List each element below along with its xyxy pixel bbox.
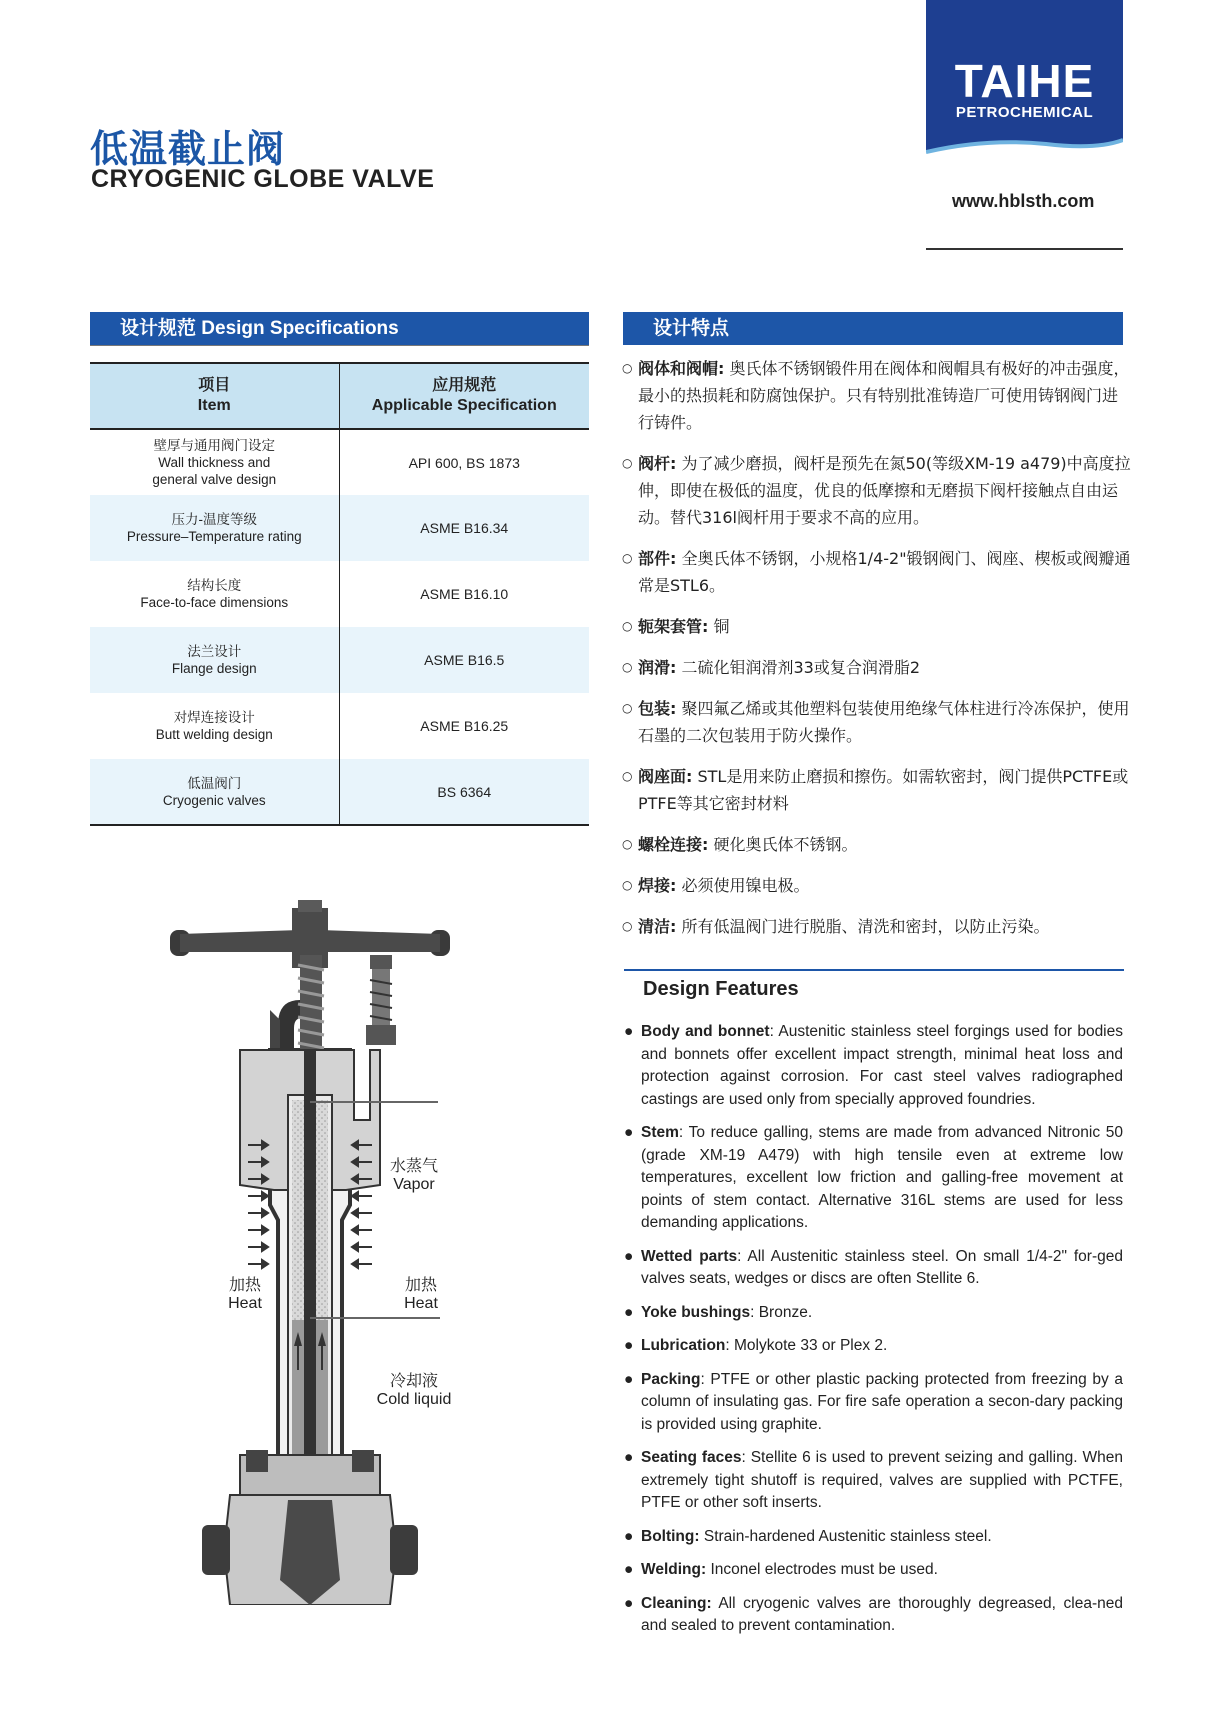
feature-text: STL是用来防止磨损和擦伤。如需软密封，阀门提供PCTFE或PTFE等其它密封材料	[638, 767, 1129, 813]
feature-text: : Bronze.	[750, 1303, 813, 1321]
feature-label: 焊接:	[638, 876, 677, 895]
feature-label: Lubrication	[641, 1337, 726, 1354]
feature-text: All cryogenic valves are thoroughly degreased, clea-ned and sealed to prevent contamination.	[641, 1594, 1123, 1634]
heat-left-label	[224, 1277, 266, 1313]
vapor-label-cn: 水蒸气	[389, 1158, 438, 1175]
feature-text: : PTFE or other plastic packing protected from freezing by a column of insulating gas. For fire safe operation a secon-dary packing is provided using graphite.	[641, 1370, 1123, 1433]
item-en: Flange design	[171, 661, 257, 676]
col-spec-en: Applicable Specification	[371, 397, 557, 414]
list-item	[622, 913, 1132, 940]
list-item	[623, 1246, 1123, 1291]
list-item	[623, 1302, 1123, 1325]
spec-cell: ASME B16.25	[420, 718, 509, 734]
bullet-icon: ●	[624, 1594, 634, 1612]
table-row	[90, 561, 589, 627]
item-en: Pressure–Temperature rating	[126, 529, 302, 544]
feature-label: Welding:	[641, 1561, 707, 1578]
table-row	[90, 627, 589, 693]
list-item	[623, 1526, 1123, 1549]
feature-text: : Austenitic stainless steel forgings used for bodies and bonnets offer excellent impact strength, minimal heat loss and protection against corrosion. For cast steel valves radiographed castings are used only from specially approved foundries.	[641, 1023, 1124, 1108]
page-title-cn: 低温截止阀	[90, 127, 286, 171]
heat-right-en: Heat	[404, 1295, 438, 1312]
list-item	[622, 695, 1132, 749]
logo-subtitle: PETROCHEMICAL	[955, 104, 1094, 121]
spec-table-header	[90, 363, 589, 429]
list-item	[622, 831, 1132, 858]
item-en: Face-to-face dimensions	[140, 595, 289, 610]
bullet-icon: ●	[624, 1449, 634, 1466]
item-cell	[90, 495, 339, 561]
feature-label: Wetted parts	[641, 1247, 738, 1265]
table-row	[90, 429, 589, 495]
spec-cell: BS 6364	[437, 783, 492, 800]
feature-text: 铜	[708, 617, 730, 636]
features-cn-list	[622, 355, 1132, 954]
specs-section-underline	[90, 345, 589, 346]
feature-label: 润滑:	[638, 658, 677, 677]
feature-label: 部件:	[638, 549, 677, 568]
bullet-icon: ●	[624, 1337, 634, 1354]
list-item	[623, 1559, 1123, 1582]
list-item	[622, 763, 1132, 817]
list-item	[622, 613, 1132, 640]
valve-cross-section-diagram	[170, 900, 470, 1605]
list-item	[622, 545, 1132, 599]
feature-text: 奥氏体不锈钢锻件用在阀体和阀帽具有极好的冲击强度，最小的热损耗和防腐蚀保护。只有特别批准铸造厂可使用铸钢阀门进行铸件。	[638, 359, 1130, 432]
features-en-list	[623, 1021, 1123, 1649]
feature-label: Bolting:	[641, 1527, 700, 1545]
bullet-icon: ○	[622, 619, 633, 633]
feature-label: Body and bonnet	[641, 1023, 770, 1040]
bullet-icon: ○	[622, 701, 633, 715]
bullet-icon: ●	[624, 1023, 634, 1040]
bullet-icon: ●	[624, 1124, 634, 1141]
cold-liquid-en: Cold liquid	[376, 1391, 452, 1408]
cold-liquid-cn: 冷却液	[389, 1373, 438, 1390]
valve-body-icon	[202, 1450, 418, 1605]
item-cn: 对焊连接设计	[173, 710, 255, 725]
table-row	[90, 495, 589, 561]
list-item	[623, 1593, 1123, 1638]
spec-cell: ASME B16.10	[420, 586, 509, 602]
bullet-icon: ○	[622, 456, 633, 470]
feature-text: 全奥氏体不锈钢，小规格1/4-2"锻钢阀门、阀座、楔板或阀瓣通常是STL6。	[638, 549, 1131, 595]
bullet-icon: ○	[622, 361, 633, 375]
features-divider	[624, 969, 1124, 971]
website-link[interactable]: www.hblsth.com	[952, 191, 1095, 211]
bullet-icon: ●	[624, 1370, 634, 1388]
feature-text: : Molykote 33 or Plex 2.	[725, 1337, 888, 1354]
feature-text: Inconel electrodes must be used.	[706, 1561, 938, 1578]
item-en-line2: general valve design	[152, 472, 277, 487]
item-cell	[90, 627, 339, 693]
feature-label: Seating faces	[641, 1449, 742, 1466]
spec-cell: API 600, BS 1873	[408, 454, 520, 471]
feature-text: 所有低温阀门进行脱脂、清洗和密封，以防止污染。	[676, 917, 1050, 936]
bolt-icon	[366, 955, 396, 1045]
item-en: Cryogenic valves	[162, 792, 266, 808]
list-item	[623, 1122, 1123, 1235]
table-row	[90, 759, 589, 825]
bullet-icon: ●	[624, 1527, 634, 1545]
spec-cell: ASME B16.5	[424, 652, 505, 668]
bullet-icon: ●	[624, 1303, 634, 1321]
feature-label: Yoke bushings	[641, 1303, 751, 1321]
list-item	[623, 1021, 1123, 1111]
list-item	[623, 1369, 1123, 1437]
item-cell	[90, 561, 339, 627]
item-cell	[90, 429, 339, 495]
specs-section-title: 设计规范 Design Specifications	[90, 312, 589, 345]
feature-text: 必须使用镍电极。	[676, 876, 810, 895]
feature-label: 包装:	[638, 699, 677, 718]
col-item-en: Item	[197, 397, 231, 414]
feature-label: 清洁:	[638, 917, 677, 936]
heat-right-label	[400, 1277, 442, 1313]
feature-text: : All Austenitic stainless steel. On small 1/4-2" for-ged valves seats, wedges or discs are often Stellite 6.	[641, 1247, 1123, 1287]
feature-label: 轭架套管:	[638, 617, 709, 636]
vapor-label	[383, 1158, 445, 1194]
heat-left-cn: 加热	[228, 1277, 261, 1294]
list-item	[623, 1335, 1123, 1358]
logo-name: TAIHE	[954, 55, 1095, 107]
spec-table	[90, 362, 589, 826]
feature-text: 聚四氟乙烯或其他塑料包装使用绝缘气体柱进行冷冻保护，使用石墨的二次包装用于防火操作。	[638, 699, 1130, 745]
features-cn-section-title: 设计特点	[623, 312, 1123, 345]
feature-label: 阀座面:	[638, 767, 693, 786]
bullet-icon: ○	[622, 878, 633, 892]
table-row	[90, 693, 589, 759]
list-item	[622, 355, 1132, 436]
logo-swoosh-icon	[926, 130, 1123, 168]
bullet-icon: ○	[622, 660, 633, 674]
vapor-label-en: Vapor	[393, 1176, 435, 1193]
feature-label: Packing	[641, 1370, 701, 1388]
item-cn: 低温阀门	[187, 775, 242, 791]
company-logo	[926, 0, 1123, 168]
feature-text: 为了减少磨损，阀杆是预先在氮50(等级XM-19 a479)中高度拉伸，即使在极低的温度，优良的低摩擦和无磨损下阀杆接触点自由运动。替代316l阀杆用于要求不高的应用。	[638, 454, 1131, 527]
feature-text: Strain-hardened Austenitic stainless steel.	[699, 1527, 992, 1545]
list-item	[622, 654, 1132, 681]
heat-left-en: Heat	[228, 1295, 262, 1312]
item-cn: 法兰设计	[187, 644, 242, 659]
design-features-title: Design Features	[643, 978, 799, 1000]
feature-label: 螺栓连接:	[638, 835, 709, 854]
col-header-spec	[339, 363, 589, 429]
feature-label: Stem	[641, 1124, 679, 1141]
page-title-en: CRYOGENIC GLOBE VALVE	[91, 165, 435, 193]
bullet-icon: ○	[622, 551, 633, 565]
feature-label: 阀杆:	[638, 454, 677, 473]
list-item	[622, 872, 1132, 899]
bullet-icon: ○	[622, 769, 633, 783]
bullet-icon: ○	[622, 919, 633, 933]
item-cn: 压力-温度等级	[171, 512, 257, 527]
feature-label: Cleaning:	[641, 1594, 712, 1612]
spec-cell: ASME B16.34	[420, 520, 509, 536]
bullet-icon: ●	[624, 1561, 634, 1578]
list-item	[622, 450, 1132, 531]
col-header-item	[90, 363, 339, 429]
feature-text: 硬化奥氏体不锈钢。	[708, 835, 858, 854]
feature-text: : Stellite 6 is used to prevent seizing and galling. When extremely tight shutoff is required, valves are supplied with PCTFE, PTFE or other soft inserts.	[641, 1449, 1123, 1511]
item-en: Wall thickness and	[158, 455, 271, 470]
feature-label: 阀体和阀帽:	[638, 359, 725, 378]
item-cn: 壁厚与通用阀门设定	[153, 438, 275, 453]
item-en: Butt welding design	[155, 727, 273, 742]
col-spec-cn: 应用规范	[432, 377, 497, 394]
feature-text: 二硫化钼润滑剂33或复合润滑脂2	[676, 658, 921, 677]
item-cn: 结构长度	[187, 578, 242, 593]
header-divider	[926, 248, 1123, 250]
col-item-cn: 项目	[198, 377, 231, 394]
cold-liquid-label	[372, 1373, 456, 1409]
list-item	[623, 1447, 1123, 1515]
heat-right-cn: 加热	[404, 1277, 437, 1294]
feature-text: : To reduce galling, stems are made from advanced Nitronic 50 (grade XM-19 A479) with high tensile even at extreme low temperatures, excellent low friction and galling-free movement at points of stem contact. Alternative 316L stems are used for less demanding applications.	[641, 1124, 1123, 1231]
bullet-icon: ○	[622, 837, 633, 851]
bullet-icon: ●	[624, 1247, 634, 1265]
item-cell	[90, 759, 339, 825]
item-cell	[90, 693, 339, 759]
